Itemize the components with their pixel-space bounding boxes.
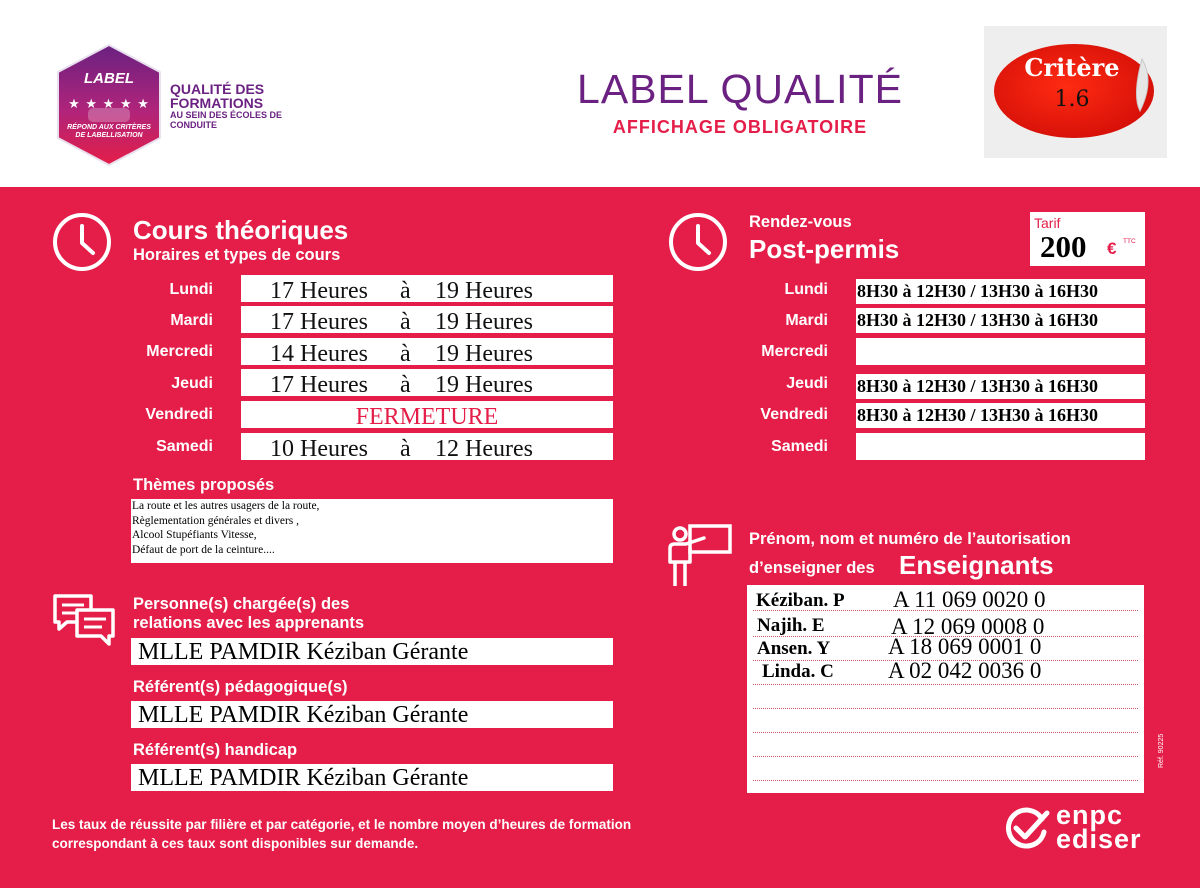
check-circle-icon xyxy=(1005,807,1051,849)
hours-sep: à xyxy=(400,341,411,365)
badge-subtext: RÉPOND AUX CRITÈRES DE LABELLISATION xyxy=(67,124,151,139)
pedago-value: MLLE PAMDIR Kéziban Gérante xyxy=(131,701,613,728)
header xyxy=(0,0,1200,187)
hours-from: 17 Heures xyxy=(270,278,368,302)
cours-day-hours xyxy=(241,369,613,396)
criterion-sticker-box xyxy=(984,26,1167,158)
pedago-label: Référent(s) pédagogique(s) xyxy=(133,678,348,696)
hours-to: 19 Heures xyxy=(435,278,533,302)
cours-day-hours xyxy=(241,275,613,302)
teacher-name: Ansen. Y xyxy=(757,638,831,659)
hours-sep: à xyxy=(400,309,411,333)
chat-bubbles-icon xyxy=(51,592,117,648)
tarif-ttc: TTC xyxy=(1123,238,1136,245)
teacher-name: Najih. E xyxy=(757,615,825,636)
teacher-number: A 18 069 0001 0 xyxy=(888,634,1042,659)
pp-day-hours: 8H30 à 12H30 / 13H30 à 16H30 xyxy=(856,308,1145,333)
page-title: LABEL QUALITÉ xyxy=(577,66,903,112)
hours-to: 12 Heures xyxy=(435,436,533,460)
reference-code: Réf. 90225 xyxy=(1158,733,1165,768)
cours-day-label: Samedi xyxy=(156,438,213,455)
teacher-row-empty xyxy=(753,709,1138,733)
theme-line: Règlementation générales et divers , xyxy=(132,514,300,527)
handicap-label: Référent(s) handicap xyxy=(133,741,298,759)
hours-from: 17 Heures xyxy=(270,309,368,333)
sticker-criterion-number: 1.6 xyxy=(1054,87,1090,112)
enseignants-title-line1: Prénom, nom et numéro de l’autorisation xyxy=(749,530,1071,548)
clock-icon xyxy=(52,212,112,272)
cours-day-label: Lundi xyxy=(169,281,213,298)
teacher-row xyxy=(753,658,1138,685)
pp-day-hours: 8H30 à 12H30 / 13H30 à 16H30 xyxy=(856,374,1145,399)
footer-line: Les taux de réussite par filière et par catégorie, et le nombre moyen d’heures de formation xyxy=(52,817,632,832)
themes-box xyxy=(131,499,613,563)
teacher-board-icon xyxy=(666,522,734,590)
clock-icon xyxy=(668,212,728,272)
page-subtitle: AFFICHAGE OBLIGATOIRE xyxy=(612,117,868,137)
relations-title-line2: relations avec les apprenants xyxy=(133,614,365,632)
badge-stars: ★ ★ ★ ★ ★ xyxy=(68,96,150,111)
teacher-row-empty xyxy=(753,733,1138,757)
enseignants-box xyxy=(747,585,1144,793)
hours-from: 17 Heures xyxy=(270,372,368,396)
cours-day-hours xyxy=(241,338,613,365)
pp-day-hours xyxy=(856,433,1145,460)
tarif-box xyxy=(1030,212,1145,266)
hours-sep: à xyxy=(400,436,411,460)
pp-day-label: Lundi xyxy=(784,281,828,298)
badge-title: QUALITÉ DES FORMATIONS xyxy=(170,81,265,111)
teacher-row xyxy=(753,587,1138,611)
badge-word: LABEL xyxy=(84,70,134,87)
teacher-number: A 02 042 0036 0 xyxy=(888,658,1042,683)
cours-day-closed: FERMETURE xyxy=(241,401,613,428)
hours-from: 10 Heures xyxy=(270,436,368,460)
hours-to: 19 Heures xyxy=(435,372,533,396)
pp-day-label: Jeudi xyxy=(786,375,828,392)
themes-label: Thèmes proposés xyxy=(133,476,275,494)
cours-title: Cours théoriques xyxy=(133,215,349,245)
hours-to: 19 Heures xyxy=(435,309,533,333)
theme-line: La route et les autres usagers de la route, xyxy=(132,500,320,512)
handicap-value: MLLE PAMDIR Kéziban Gérante xyxy=(131,764,613,791)
footer-line: correspondant à ces taux sont disponibles sur demande. xyxy=(52,836,419,851)
teacher-number: A 11 069 0020 0 xyxy=(893,587,1046,612)
brand-logo-line1: enpc xyxy=(1056,800,1124,830)
cours-day-label: Mardi xyxy=(170,312,213,329)
cours-day-label: Jeudi xyxy=(171,375,213,392)
criterion-sticker xyxy=(992,41,1158,141)
hours-to: 19 Heures xyxy=(435,341,533,365)
hours-from: 14 Heures xyxy=(270,341,368,365)
sticker-criterion-label: Critère xyxy=(1024,53,1120,82)
teacher-number: A 12 069 0008 0 xyxy=(891,614,1045,639)
postpermis-title: Post-permis xyxy=(749,234,900,264)
footer-note xyxy=(52,815,772,853)
tarif-currency: € xyxy=(1107,239,1117,258)
brand-logo-line2: ediser xyxy=(1056,824,1142,854)
cours-subtitle: Horaires et types de cours xyxy=(133,246,341,264)
pp-day-label: Samedi xyxy=(771,438,828,455)
pp-day-hours: 8H30 à 12H30 / 13H30 à 16H30 xyxy=(856,279,1145,304)
tarif-value: 200 xyxy=(1040,229,1087,264)
hours-sep: à xyxy=(400,278,411,302)
theme-line: Alcool Stupéfiants Vitesse, xyxy=(132,529,257,541)
label-badge-logo xyxy=(52,42,166,168)
cours-day-label: Vendredi xyxy=(145,406,213,423)
teacher-name: Kéziban. P xyxy=(756,590,845,611)
postpermis-title-small: Rendez-vous xyxy=(749,213,852,231)
theme-line: Défaut de port de la ceinture.... xyxy=(132,543,275,556)
pp-day-hours: 8H30 à 12H30 / 13H30 à 16H30 xyxy=(856,403,1145,428)
tarif-label: Tarif xyxy=(1034,215,1061,231)
teacher-name: Linda. C xyxy=(762,661,834,682)
cours-day-hours xyxy=(241,306,613,333)
badge-subtitle: AU SEIN DES ÉCOLES DE CONDUITE xyxy=(170,110,283,130)
teacher-row-empty xyxy=(753,757,1138,781)
teacher-row-empty xyxy=(753,685,1138,709)
hours-sep: à xyxy=(400,372,411,396)
relations-value: MLLE PAMDIR Kéziban Gérante xyxy=(131,638,613,665)
cours-day-label: Mercredi xyxy=(146,343,213,360)
pp-day-label: Mercredi xyxy=(761,343,828,360)
cours-day-hours xyxy=(241,433,613,460)
pp-day-label: Mardi xyxy=(785,312,828,329)
enseignants-title-big: Enseignants xyxy=(899,550,1054,580)
relations-title-line1: Personne(s) chargée(s) des xyxy=(133,595,350,613)
enseignants-title-line2: d’enseigner des xyxy=(749,559,875,577)
pp-day-hours xyxy=(856,338,1145,365)
pp-day-label: Vendredi xyxy=(760,406,828,423)
